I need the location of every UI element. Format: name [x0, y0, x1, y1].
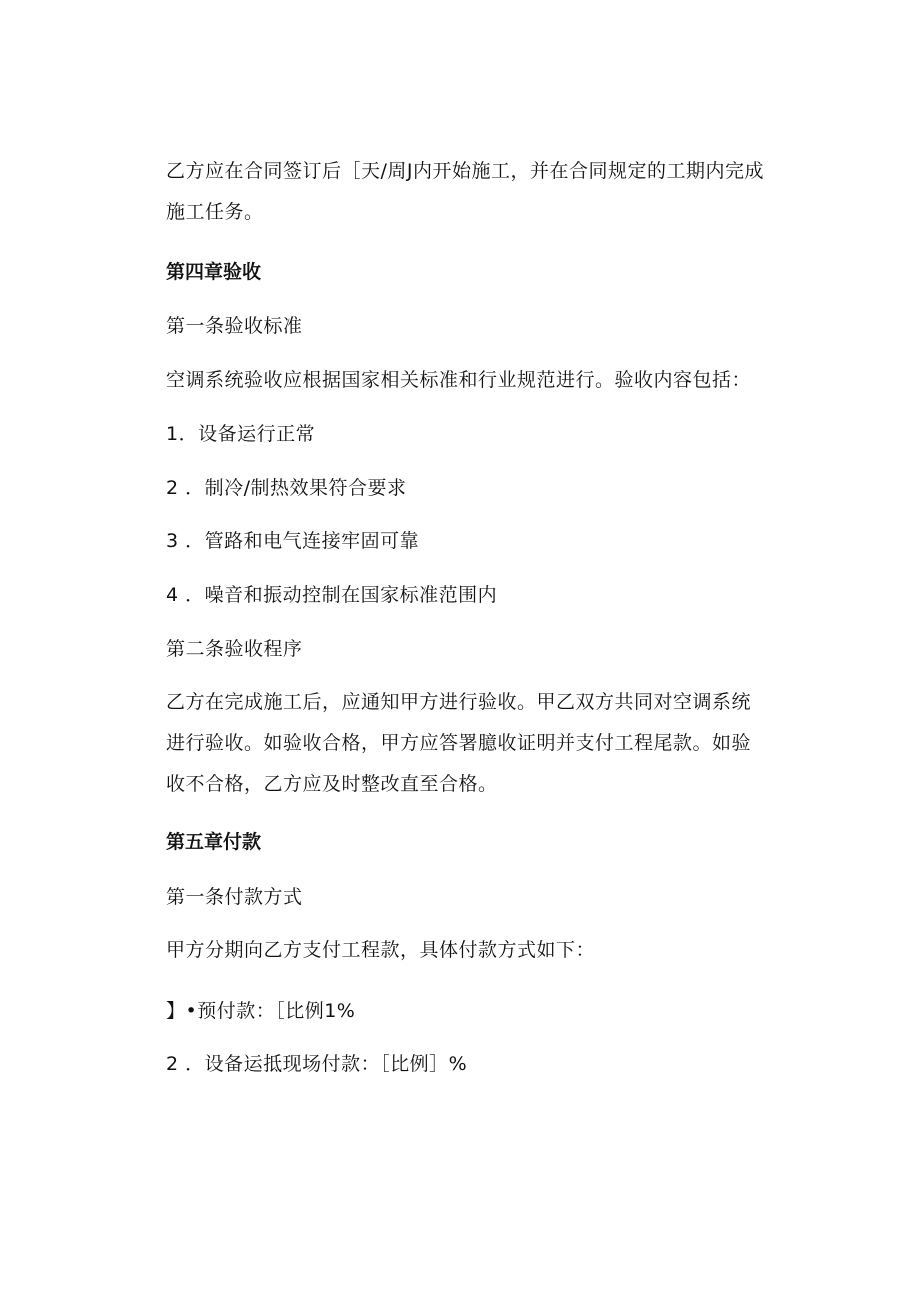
intro-paragraph: 乙方应在合同签订后［天/周J内开始施工，并在合同规定的工期内完成施工任务。 — [166, 160, 765, 223]
article-1-heading: 第一条验收标准 — [166, 315, 303, 337]
payment-article-1-heading: 第一条付款方式 — [166, 886, 303, 908]
acceptance-item: 1．设备运行正常 — [166, 423, 316, 445]
payment-item: 】•预付款：［比例1% — [166, 1000, 356, 1022]
acceptance-item: 4 ．噪音和振动控制在国家标准范围内 — [166, 584, 498, 606]
acceptance-item: 2 ．制冷/制热效果符合要求 — [166, 477, 407, 499]
acceptance-procedure-paragraph: 乙方在完成施工后，应通知甲方进行验收。甲乙双方共同对空调系统进行验收。如验收合格，甲方应答署臆收证明并支付工程尾款。如验收不合格，乙方应及时整改直至合格。 — [166, 691, 752, 795]
payment-intro-text: 甲方分期向乙方支付工程款，具体付款方式如下： — [166, 939, 596, 961]
payment-item: 2 ．设备运抵现场付款：［比例］% — [166, 1053, 468, 1075]
acceptance-item: 3 ．管路和电气连接牢固可靠 — [166, 530, 420, 552]
chapter-4-heading: 第四章验收 — [166, 261, 262, 283]
article-2-heading: 第二条验收程序 — [166, 638, 303, 660]
acceptance-intro-text: 空调系统验收应根据国家相关标准和行业规范进行。验收内容包括： — [166, 369, 752, 391]
chapter-5-heading: 第五章付款 — [166, 831, 262, 853]
